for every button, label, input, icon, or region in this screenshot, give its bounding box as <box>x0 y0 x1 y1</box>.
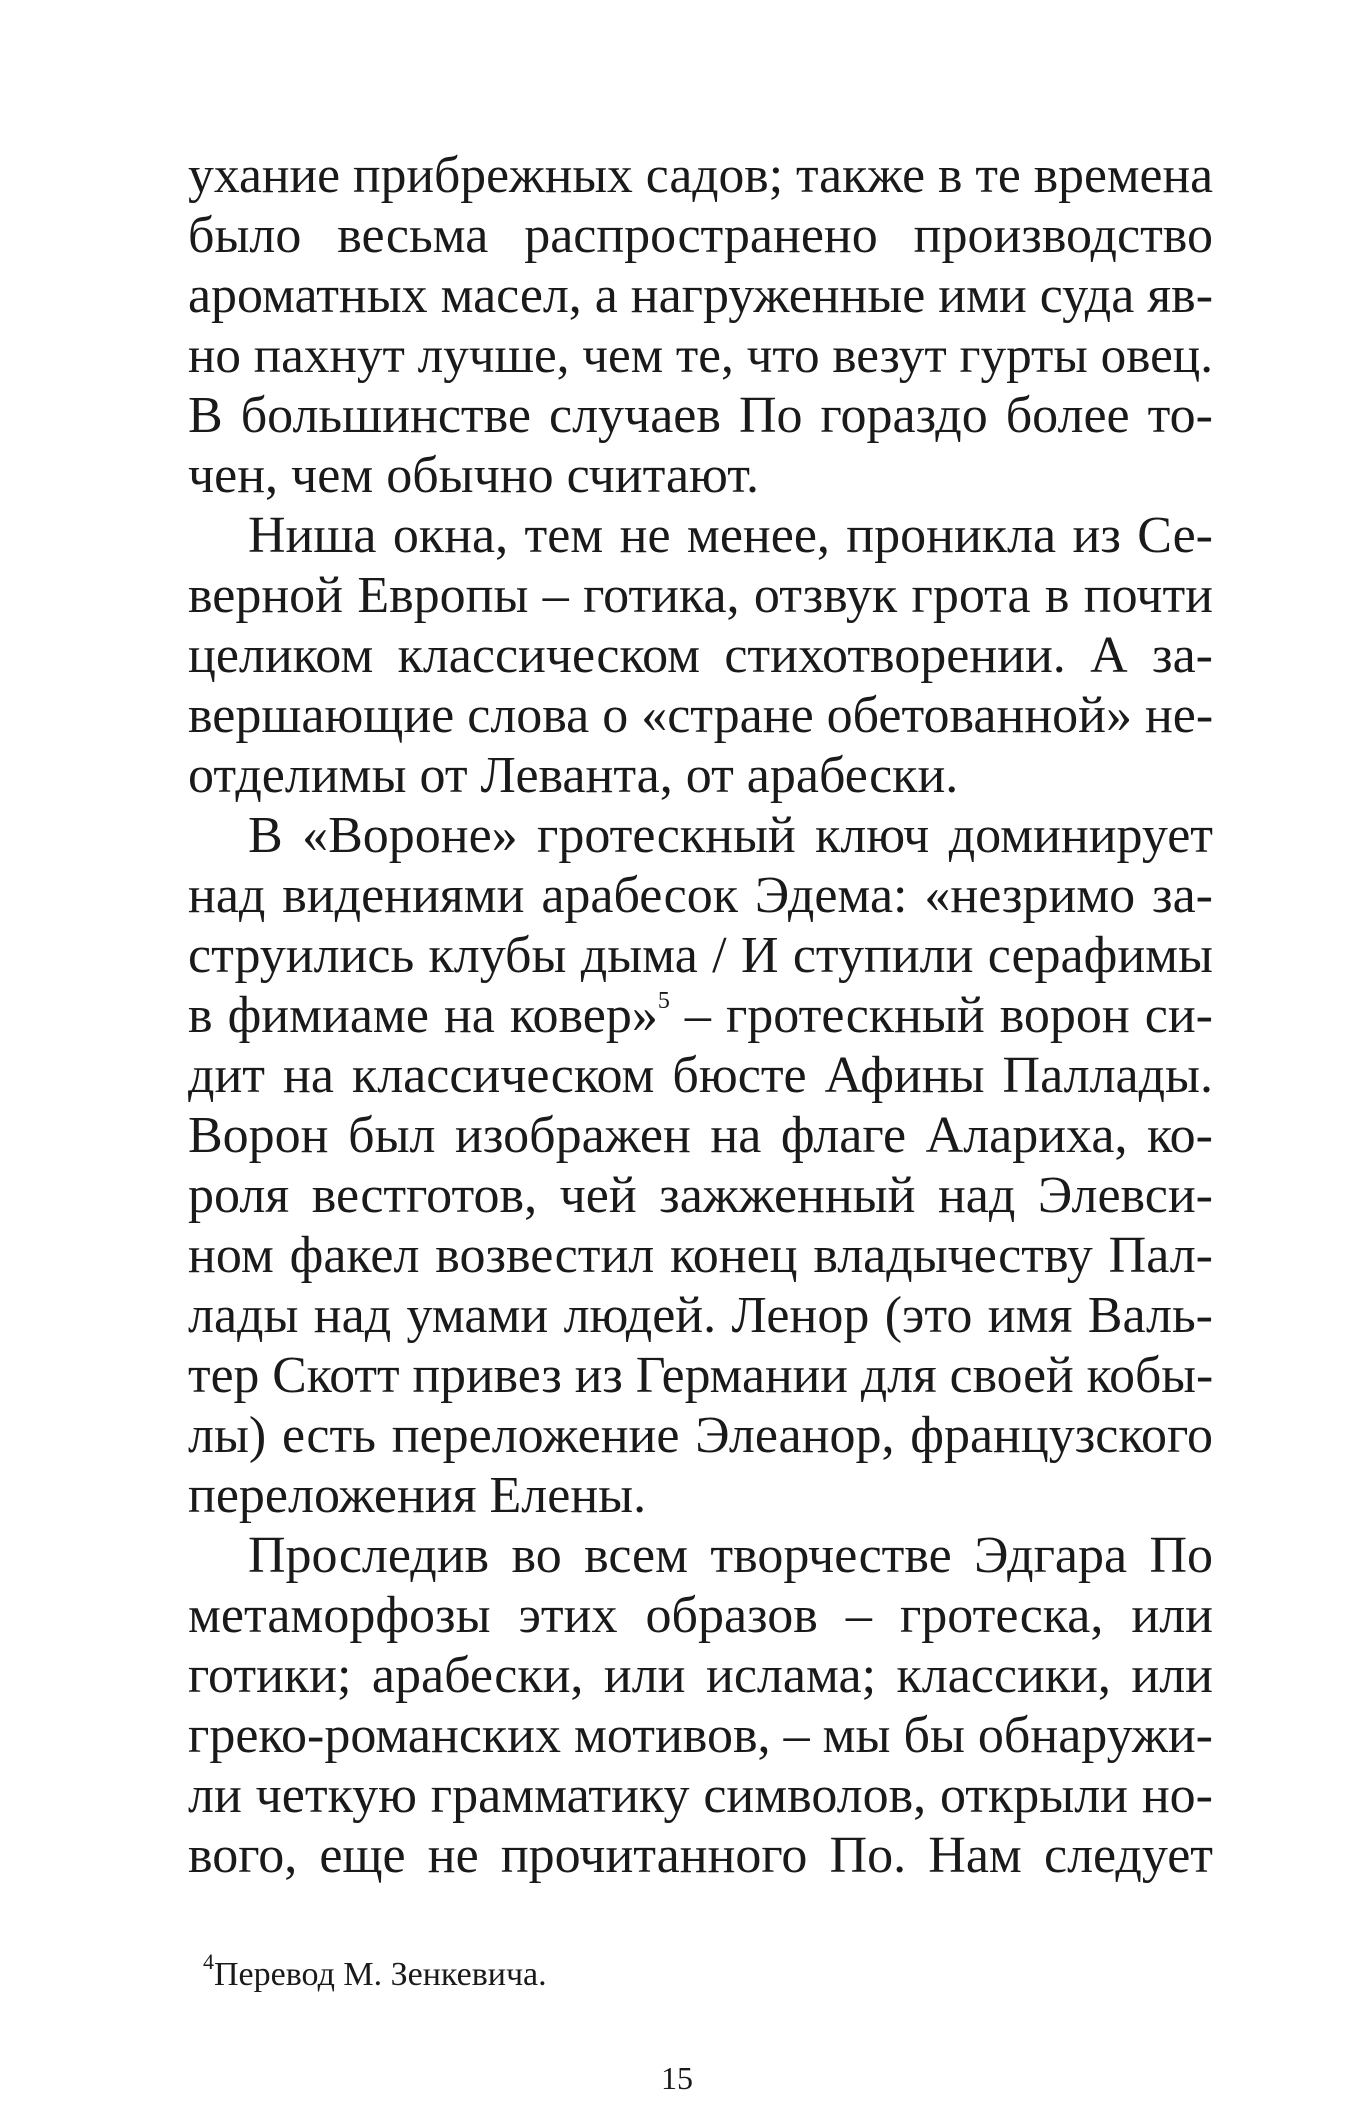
text-line: верной Европы – готика, отзвук грота в почти <box>188 567 1213 624</box>
text-line: Ворон был изображен на флаге Алариха, ко- <box>188 1107 1213 1164</box>
text-line: отделимы от Леванта, от арабески. <box>188 747 959 804</box>
footnote <box>203 1948 547 1995</box>
text-line: было весьма распространено производство <box>188 207 1213 264</box>
text-line: вершающие слова о «стране обетованной» не- <box>188 687 1214 744</box>
text-line: Проследив во всем творчестве Эдгара По <box>248 1527 1213 1584</box>
footnote-reference[interactable]: 5 <box>657 987 670 1014</box>
text-line: лады над умами людей. Ленор (это имя Валь- <box>188 1287 1213 1344</box>
text-line: В большинстве случаев По гораздо более то- <box>188 387 1213 444</box>
text-line: дит на классическом бюсте Афины Паллады. <box>188 1047 1213 1104</box>
text-line: тер Скотт привез из Германии для своей кобы- <box>188 1347 1214 1404</box>
text-line: ароматных масел, а нагруженные ими суда яв- <box>188 267 1213 324</box>
footnote-text: Перевод М. Зенкевича. <box>214 1956 547 1993</box>
text-line: переложения Елены. <box>188 1467 647 1524</box>
text-line: готики; арабески, или ислама; классики, или <box>188 1647 1213 1704</box>
text-fragment: – гротескный ворон си- <box>669 987 1213 1044</box>
body-text <box>188 146 1213 1886</box>
text-line: лы) есть переложение Элеанор, французского <box>188 1407 1213 1464</box>
text-line: но пахнут лучше, чем те, что везут гурты овец. <box>188 327 1213 384</box>
text-line: целиком классическом стихотворении. А за- <box>188 627 1213 684</box>
text-line: над видениями арабесок Эдема: «незримо за- <box>188 867 1213 924</box>
text-line: ухание прибрежных садов; также в те времена <box>188 147 1213 204</box>
text-line: греко-романских мотивов, – мы бы обнаружи- <box>188 1707 1213 1764</box>
text-line: В «Вороне» гротескный ключ доминирует <box>248 807 1213 864</box>
page-number: 15 <box>661 2060 693 2096</box>
text-line: ли четкую грамматику символов, открыли но- <box>188 1767 1213 1824</box>
text-line: вого, еще не прочитанного По. Нам следует <box>188 1827 1213 1884</box>
text-line: струились клубы дыма / И ступили серафимы <box>188 927 1213 984</box>
text-fragment: в фимиаме на ковер» <box>188 987 658 1044</box>
text-line: роля вестготов, чей зажженный над Элевси- <box>188 1167 1213 1224</box>
text-line-with-footnote-ref <box>188 986 1213 1046</box>
text-line: метаморфозы этих образов – гротеска, или <box>188 1587 1213 1644</box>
text-line: ном факел возвестил конец владычеству Пал- <box>188 1227 1213 1284</box>
text-line: Ниша окна, тем не менее, проникла из Се- <box>248 507 1213 564</box>
footnote-mark: 4 <box>203 1948 214 1974</box>
text-line: чен, чем обычно считают. <box>188 447 760 504</box>
